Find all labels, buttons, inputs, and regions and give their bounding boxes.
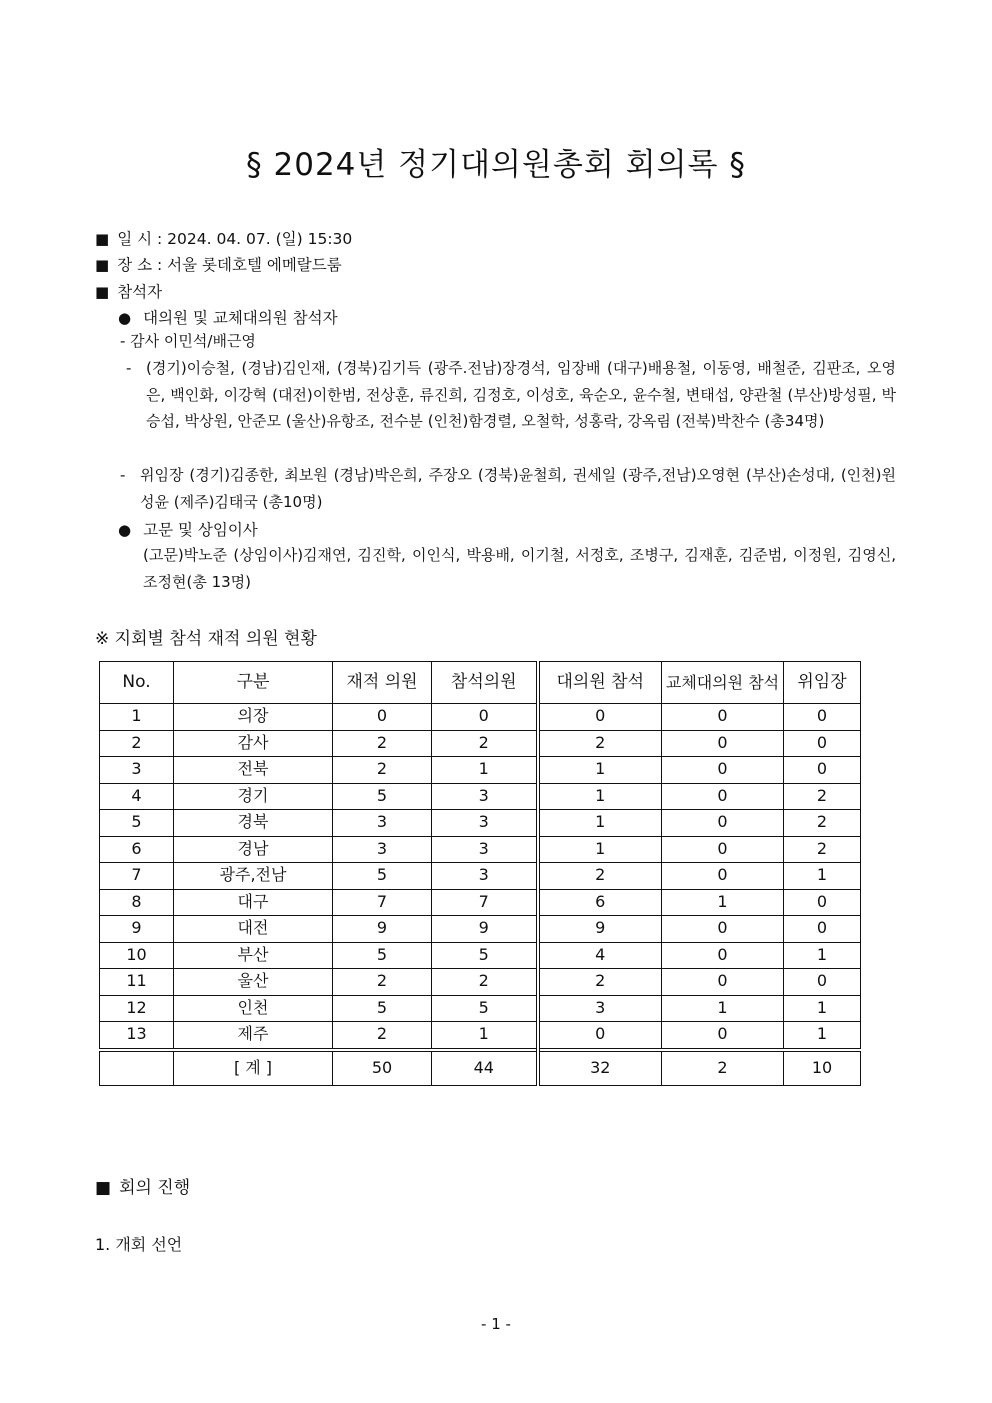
cell-proxy: 1	[784, 942, 861, 969]
cell-delegate-attend: 4	[538, 942, 662, 969]
square-bullet-icon: ■	[95, 256, 110, 274]
cell-delegate-attend: 2	[538, 969, 662, 996]
cell-attending: 1	[432, 1022, 538, 1050]
cell-category: 대전	[174, 916, 333, 943]
cell-enrolled: 2	[333, 730, 432, 757]
date-value: 2024. 04. 07. (일) 15:30	[167, 230, 353, 248]
table-row	[100, 704, 861, 731]
cell-substitute-attend: 0	[662, 916, 784, 943]
cell-enrolled: 5	[333, 863, 432, 890]
page-number: - 1 -	[481, 1315, 511, 1333]
cell-attending: 9	[432, 916, 538, 943]
total-cell-no	[100, 1050, 174, 1086]
cell-proxy: 0	[784, 889, 861, 916]
table-row	[100, 863, 861, 890]
cell-enrolled: 2	[333, 1022, 432, 1050]
cell-attending: 5	[432, 942, 538, 969]
cell-category: 경기	[174, 783, 333, 810]
table-header-row	[100, 662, 861, 704]
attendance-table	[99, 661, 861, 1086]
cell-delegate-attend: 1	[538, 757, 662, 784]
cell-no: 1	[100, 704, 174, 731]
header-no: No.	[100, 662, 174, 704]
cell-attending: 3	[432, 810, 538, 837]
info-attendees	[95, 280, 162, 302]
cell-category: 감사	[174, 730, 333, 757]
table-row	[100, 810, 861, 837]
cell-enrolled: 9	[333, 916, 432, 943]
cell-delegate-attend: 0	[538, 704, 662, 731]
cell-substitute-attend: 1	[662, 889, 784, 916]
cell-delegate-attend: 0	[538, 1022, 662, 1050]
cell-enrolled: 3	[333, 836, 432, 863]
table-row	[100, 783, 861, 810]
cell-attending: 1	[432, 757, 538, 784]
auditors-line: - 감사 이민석/배근영	[120, 332, 256, 350]
document-title: § 2024년 정기대의원총회 회의록 §	[246, 147, 746, 183]
members-dash: -	[126, 359, 132, 377]
cell-category: 의장	[174, 704, 333, 731]
cell-no: 5	[100, 810, 174, 837]
info-date	[95, 227, 352, 249]
cell-proxy: 1	[784, 1022, 861, 1050]
cell-category: 인천	[174, 995, 333, 1022]
cell-proxy: 0	[784, 730, 861, 757]
cell-attending: 3	[432, 783, 538, 810]
square-bullet-icon: ■	[95, 1178, 112, 1198]
cell-attending: 2	[432, 730, 538, 757]
cell-delegate-attend: 9	[538, 916, 662, 943]
cell-no: 12	[100, 995, 174, 1022]
cell-delegate-attend: 2	[538, 730, 662, 757]
circle-bullet-icon: ●	[118, 521, 132, 539]
proxy-list: 위임장 (경기)김종한, 최보원 (경남)박은희, 주장오 (경북)윤철희, 권세일 (광주,전남)오영현 (부산)손성대, (인천)원성윤 (제주)김태국 (총10명)	[140, 466, 896, 511]
cell-attending: 7	[432, 889, 538, 916]
cell-category: 경북	[174, 810, 333, 837]
header-proxy: 위임장	[784, 662, 861, 704]
cell-proxy: 2	[784, 783, 861, 810]
cell-enrolled: 0	[333, 704, 432, 731]
table-row	[100, 757, 861, 784]
place-value: 서울 롯데호텔 에메랄드룸	[167, 256, 342, 274]
cell-enrolled: 3	[333, 810, 432, 837]
cell-enrolled: 5	[333, 783, 432, 810]
cell-proxy: 0	[784, 704, 861, 731]
date-label: 일 시 :	[117, 230, 163, 248]
table-title: ※ 지회별 참석 재적 의원 현황	[95, 629, 317, 649]
cell-no: 13	[100, 1022, 174, 1050]
cell-substitute-attend: 0	[662, 942, 784, 969]
cell-delegate-attend: 1	[538, 810, 662, 837]
cell-delegate-attend: 1	[538, 836, 662, 863]
cell-category: 전북	[174, 757, 333, 784]
table-row	[100, 836, 861, 863]
cell-attending: 2	[432, 969, 538, 996]
table-row	[100, 730, 861, 757]
advisors-list: (고문)박노준 (상임이사)김재연, 김진학, 이인식, 박용배, 이기철, 서정호, 조병구, 김재훈, 김준범, 이정원, 김영신, 조정현(총 13명)	[143, 546, 896, 591]
proxy-dash: -	[120, 466, 126, 484]
cell-category: 경남	[174, 836, 333, 863]
table-row	[100, 969, 861, 996]
cell-category: 울산	[174, 969, 333, 996]
cell-enrolled: 5	[333, 995, 432, 1022]
cell-attending: 0	[432, 704, 538, 731]
table-total-row	[100, 1050, 861, 1086]
cell-proxy: 2	[784, 810, 861, 837]
cell-substitute-attend: 0	[662, 810, 784, 837]
cell-substitute-attend: 0	[662, 704, 784, 731]
cell-no: 9	[100, 916, 174, 943]
cell-attending: 3	[432, 863, 538, 890]
total-cell-substitute-attend: 2	[662, 1050, 784, 1086]
place-label: 장 소 :	[117, 256, 163, 274]
total-cell-delegate-attend: 32	[538, 1050, 662, 1086]
cell-proxy: 1	[784, 863, 861, 890]
cell-substitute-attend: 1	[662, 995, 784, 1022]
cell-proxy: 0	[784, 969, 861, 996]
total-cell-proxy: 10	[784, 1050, 861, 1086]
attendees-label: 참석자	[117, 283, 163, 301]
cell-substitute-attend: 0	[662, 1022, 784, 1050]
square-bullet-icon: ■	[95, 230, 110, 248]
cell-delegate-attend: 2	[538, 863, 662, 890]
cell-category: 광주,전남	[174, 863, 333, 890]
header-category: 구분	[174, 662, 333, 704]
circle-bullet-icon: ●	[118, 309, 132, 327]
header-delegate-attend: 대의원 참석	[538, 662, 662, 704]
table-row	[100, 942, 861, 969]
cell-no: 7	[100, 863, 174, 890]
header-attending: 참석의원	[432, 662, 538, 704]
total-cell-enrolled: 50	[333, 1050, 432, 1086]
cell-substitute-attend: 0	[662, 836, 784, 863]
advisors-heading: ● 고문 및 상임이사	[118, 521, 258, 539]
total-cell-category: [ 계 ]	[174, 1050, 333, 1086]
header-substitute-attend: 교체대의원 참석	[662, 662, 784, 704]
cell-category: 부산	[174, 942, 333, 969]
cell-substitute-attend: 0	[662, 863, 784, 890]
cell-no: 8	[100, 889, 174, 916]
square-bullet-icon: ■	[95, 283, 110, 301]
cell-substitute-attend: 0	[662, 730, 784, 757]
cell-enrolled: 2	[333, 969, 432, 996]
cell-proxy: 1	[784, 995, 861, 1022]
cell-category: 제주	[174, 1022, 333, 1050]
cell-substitute-attend: 0	[662, 757, 784, 784]
cell-enrolled: 7	[333, 889, 432, 916]
total-cell-attending: 44	[432, 1050, 538, 1086]
header-enrolled: 재적 의원	[333, 662, 432, 704]
cell-no: 3	[100, 757, 174, 784]
table-row	[100, 889, 861, 916]
item-opening: 1. 개회 선언	[95, 1235, 183, 1254]
cell-enrolled: 2	[333, 757, 432, 784]
cell-no: 10	[100, 942, 174, 969]
cell-proxy: 0	[784, 916, 861, 943]
cell-attending: 3	[432, 836, 538, 863]
table-row	[100, 995, 861, 1022]
table-row	[100, 916, 861, 943]
info-place	[95, 253, 342, 275]
delegates-heading: ● 대의원 및 교체대의원 참석자	[118, 309, 338, 327]
section-meeting-progress: ■ 회의 진행	[95, 1178, 191, 1198]
cell-proxy: 2	[784, 836, 861, 863]
cell-proxy: 0	[784, 757, 861, 784]
table-row	[100, 1022, 861, 1050]
cell-substitute-attend: 0	[662, 969, 784, 996]
cell-delegate-attend: 6	[538, 889, 662, 916]
cell-no: 11	[100, 969, 174, 996]
cell-delegate-attend: 3	[538, 995, 662, 1022]
cell-substitute-attend: 0	[662, 783, 784, 810]
cell-delegate-attend: 1	[538, 783, 662, 810]
cell-no: 6	[100, 836, 174, 863]
cell-category: 대구	[174, 889, 333, 916]
cell-enrolled: 5	[333, 942, 432, 969]
cell-no: 2	[100, 730, 174, 757]
members-list: (경기)이승철, (경남)김인재, (경북)김기득 (광주.전남)장경석, 임장배 (대구)배용철, 이동영, 배철준, 김판조, 오영은, 백인화, 이강혁 (대전)이한범, 전상훈, 류진희, 김정호, 이성호, 육순오, 윤수철, 변태섭, 양관철 (부산)방성필, 박승섭, 박상원, 안준모 (울산)유항조, 전수분 (인천)함경렬, 오철학, 성홍락, 강옥림 (전북)박찬수 (총34명)	[146, 359, 896, 430]
cell-attending: 5	[432, 995, 538, 1022]
cell-no: 4	[100, 783, 174, 810]
